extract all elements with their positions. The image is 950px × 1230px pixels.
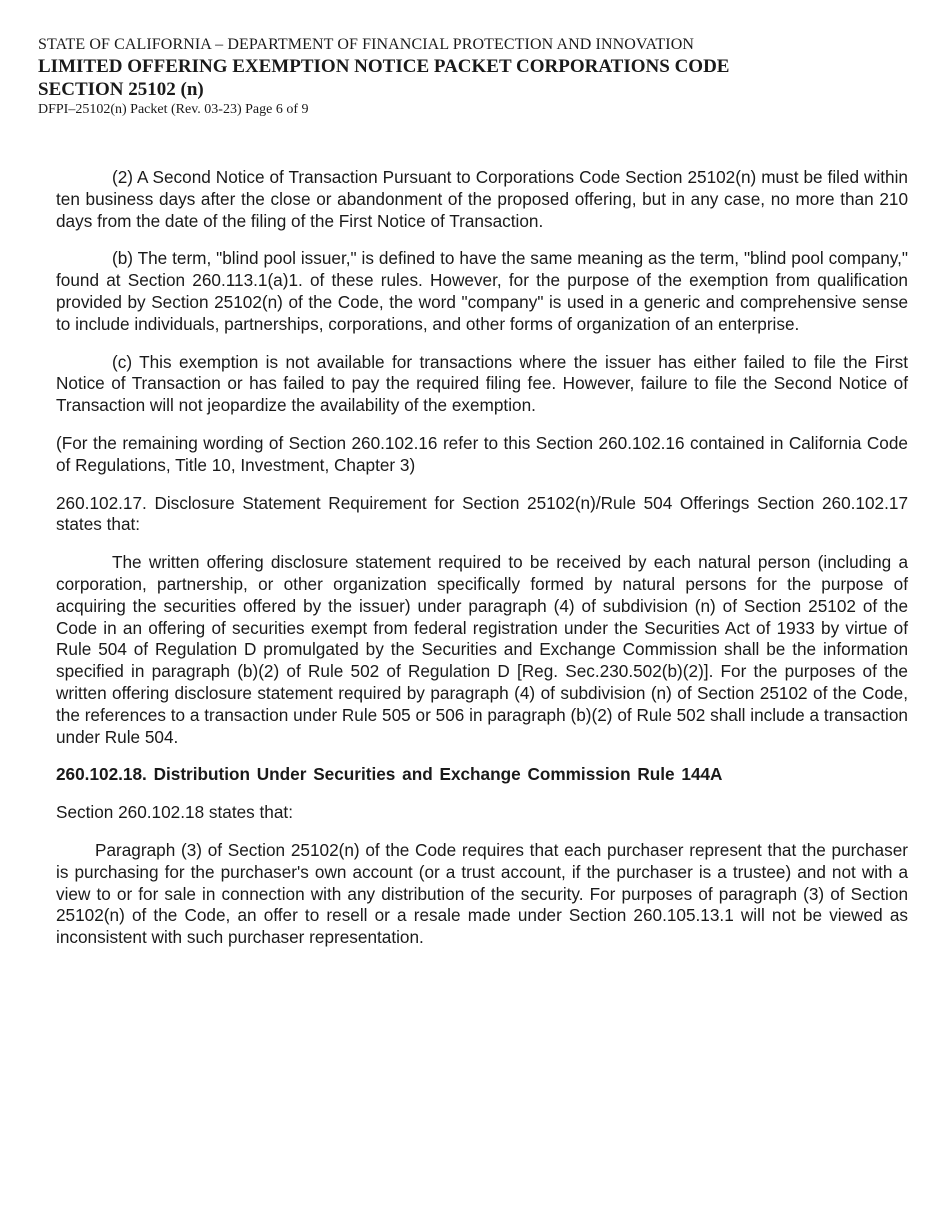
page-header (38, 35, 918, 118)
paragraph-disclosure-statement: The written offering disclosure statement required to be received by each natural person (including a corporation, partnership, or other organization specifically formed by natural persons for the purpose of acquiring the securities offered by the issuer) under paragraph (4) of subdivision (n) of Section 25102 of the Code in an offering of securities exempt from federal registration under the Securities Act of 1933 by virtue of Rule 504 of Regulation D promulgated by the Securities and Exchange Commission shall be the information specified in paragraph (b)(2) of Rule 502 of Regulation D [Reg. Sec.230.502(b)(2)]. For the purposes of the written offering disclosure statement required by paragraph (4) of subdivision (n) of Section 25102 of the Code, the references to a transaction under Rule 505 or 506 in paragraph (b)(2) of Rule 502 shall include a transaction under Rule 504. (56, 552, 908, 747)
revision-page-info: DFPI–25102(n) Packet (Rev. 03-23) Page 6 of 9 (38, 102, 309, 117)
paragraph-blind-pool: (b) The term, "blind pool issuer," is defined to have the same meaning as the term, "blind pool company," found at Section 260.113.1(a)1. of these rules. However, for the purpose of the exemption from qualification provided by Section 25102(n) of the Code, the word "company" is used in a generic and comprehensive sense to include individuals, partnerships, corporations, and other forms of organization of an enterprise. (56, 248, 908, 334)
section-heading-260-102-18: 260.102.18. Distribution Under Securities and Exchange Commission Rule 144A (56, 764, 723, 785)
document-title-line-1: LIMITED OFFERING EXEMPTION NOTICE PACKET CORPORATIONS CODE (38, 56, 730, 77)
document-title-line-2: SECTION 25102 (n) (38, 79, 204, 100)
paragraph-second-notice: (2) A Second Notice of Transaction Pursuant to Corporations Code Section 25102(n) must be filed within ten business days after the close or abandonment of the proposed offering, but in any case, no more than 210 days from the date of the filing of the First Notice of Transaction. (56, 167, 908, 231)
agency-line: STATE OF CALIFORNIA – DEPARTMENT OF FINANCIAL PROTECTION AND INNOVATION (38, 36, 695, 53)
paragraph-section-260-102-17: 260.102.17. Disclosure Statement Requirement for Section 25102(n)/Rule 504 Offerings Section 260.102.17 states that: (56, 492, 908, 535)
paragraph-section-260-102-18-intro: Section 260.102.18 states that: (56, 802, 293, 823)
paragraph-remaining-wording: (For the remaining wording of Section 260.102.16 refer to this Section 260.102.16 contained in California Code of Regulations, Title 10, Investment, Chapter 3) (56, 432, 908, 475)
paragraph-exemption-unavailable: (c) This exemption is not available for transactions where the issuer has either failed to file the First Notice of Transaction or has failed to pay the required filing fee. However, failure to file the Second Notice of Transaction will not jeopardize the availability of the exemption. (56, 351, 908, 416)
document-body (56, 167, 908, 965)
paragraph-purchaser-representation: Paragraph (3) of Section 25102(n) of the Code requires that each purchaser represent that the purchaser is purchasing for the purchaser's own account (or a trust account, if the purchaser is a trustee) and not with a view to or for sale in connection with any distribution of the security. For purposes of paragraph (3) of Section 25102(n) of the Code, an offer to resell or a resale made under Section 260.105.13.1 will not be viewed as inconsistent with such purchaser representation. (56, 839, 908, 948)
